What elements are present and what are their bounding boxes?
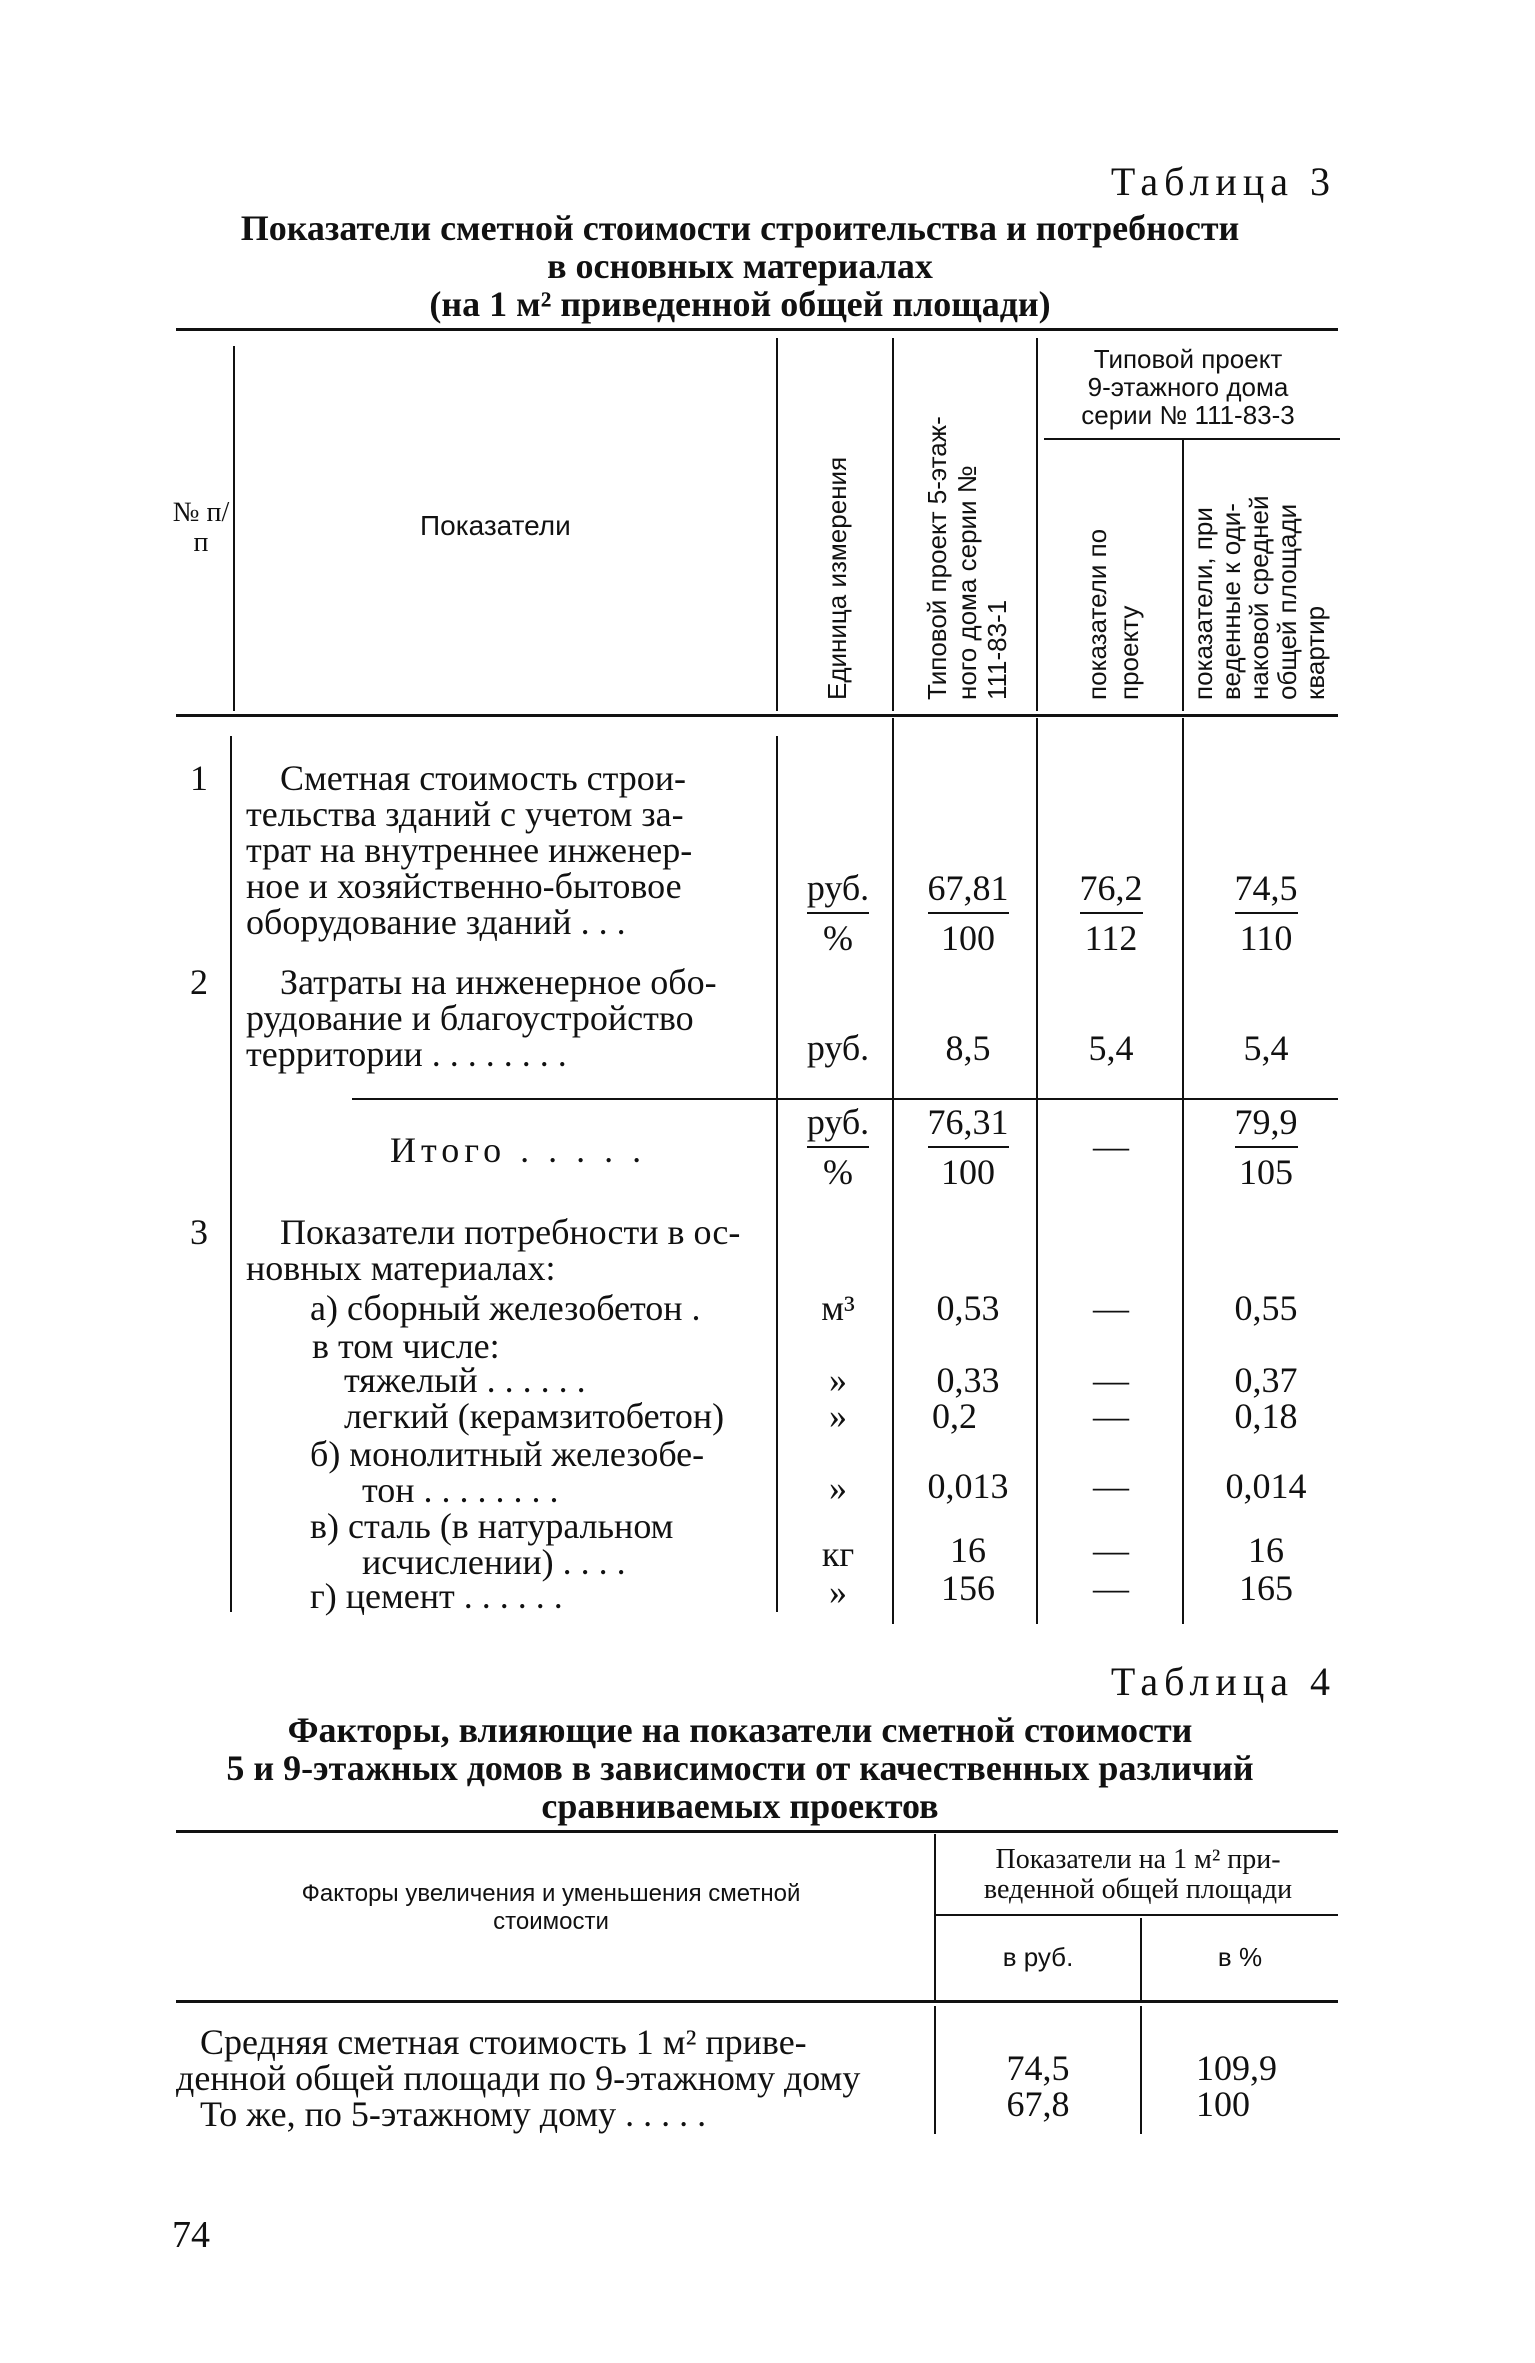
table4-row1-line2: денной общей площади по 9-этажному дому	[176, 2058, 861, 2098]
table4-label: Таблица 4	[1110, 1659, 1336, 1704]
material-a-p5: 0,53	[936, 1288, 1000, 1328]
total-label: Итого . . . . .	[390, 1130, 647, 1170]
table3-vline-2	[776, 338, 778, 711]
table4-title-line1: Факторы, влияющие на показатели сметной стоимости	[287, 1710, 1193, 1750]
material-g-label: г) цемент . . . . . .	[310, 1576, 563, 1616]
row3-num: 3	[190, 1212, 208, 1252]
header-proj9-line3: серии № 111-83-3	[1081, 400, 1295, 430]
table3-title-line1: Показатели сметной стоимости строительства и потребности	[240, 208, 1240, 248]
material-v-p5: 16	[950, 1530, 986, 1570]
total-p5-pct: 100	[941, 1152, 995, 1192]
row1-p9r-pct: 110	[1239, 918, 1293, 958]
material-v-unit: кг	[821, 1534, 855, 1574]
header-proj9-project-line1: показатели по	[1082, 528, 1112, 700]
material-heavy-p5: 0,33	[936, 1360, 1000, 1400]
material-g-unit: »	[829, 1572, 847, 1612]
table3-vline-1	[233, 346, 235, 711]
material-light-label: легкий (керамзитобетон)	[344, 1396, 725, 1436]
header-proj9-reduced-line4: общей площади	[1272, 503, 1302, 700]
table4-row2-rub: 67,8	[1006, 2084, 1070, 2124]
total-unit-rub: руб.	[790, 1104, 886, 1140]
total-p9: —	[1093, 1126, 1129, 1166]
table4-header-perm2-line1: Показатели на 1 м² при-	[995, 1844, 1281, 1875]
table4-body-vline-1	[934, 2006, 936, 2134]
table3-body-vline-4	[1036, 718, 1038, 1624]
table4-header-factors-line2: стоимости	[493, 1908, 609, 1935]
total-p5-rub: 76,31	[906, 1104, 1030, 1140]
table3-label: Таблица 3	[1110, 159, 1336, 204]
material-a-label: а) сборный железобетон .	[310, 1288, 701, 1328]
material-v-label-line1: в) сталь (в натуральном	[310, 1506, 674, 1546]
row2-p9r: 5,4	[1243, 1028, 1289, 1068]
row2-unit: руб.	[806, 1028, 870, 1068]
table4-sub-rule	[936, 1914, 1338, 1916]
table4-row1-rub: 74,5	[1006, 2048, 1070, 2088]
row2-num: 2	[190, 962, 208, 1002]
material-g-p5: 156	[941, 1568, 995, 1608]
header-proj9-reduced-line5: квартир	[1300, 605, 1330, 700]
table3-header-bottom-rule	[176, 714, 1338, 717]
material-a-p9r: 0,55	[1234, 1288, 1298, 1328]
table4-row2-line1: То же, по 5-этажному дому . . . . .	[200, 2094, 707, 2134]
material-b-label-line1: б) монолитный железобе-	[310, 1434, 705, 1474]
material-light-unit: »	[829, 1396, 847, 1436]
table4-row2-pct: 100	[1196, 2084, 1250, 2124]
row1-p9r-rub: 74,5	[1196, 870, 1336, 906]
row2-p5: 8,5	[945, 1028, 991, 1068]
material-a-unit: м³	[821, 1288, 855, 1328]
table4-title-line2: 5 и 9-этажных домов в зависимости от качественных различий	[226, 1748, 1254, 1788]
table4-header-factors-line1: Факторы увеличения и уменьшения сметной	[301, 1880, 801, 1907]
material-b-p5: 0,013	[927, 1466, 1009, 1506]
table3-vline-4	[1036, 338, 1038, 711]
header-proj9-line1: Типовой проект	[1093, 344, 1283, 374]
header-indicators: Показатели	[420, 510, 571, 541]
table3-vline-5	[1182, 440, 1184, 711]
table4-top-rule	[176, 1830, 1338, 1833]
total-unit-pct: %	[823, 1152, 853, 1192]
row1-unit-rub: руб.	[790, 870, 886, 906]
table4-title-line3: сравниваемых проектов	[541, 1786, 939, 1826]
table3-title-line3: (на 1 м² приведенной общей площади)	[429, 284, 1051, 324]
table4-header-perm2-line2: веденной общей площади	[983, 1874, 1293, 1905]
row2-p9: 5,4	[1088, 1028, 1134, 1068]
row2-text-line1: Затраты на инженерное обо-	[280, 962, 717, 1002]
row1-p5-pct: 100	[941, 918, 995, 958]
table4-vline-1	[934, 1834, 936, 2000]
row1-p9-pct: 112	[1084, 918, 1138, 958]
table3-title-line2: в основных материалах	[547, 246, 933, 286]
row1-text-line3: трат на внутреннее инженер-	[246, 830, 693, 870]
table3-proj9-subrule	[1044, 438, 1340, 440]
material-light-p9r: 0,18	[1234, 1396, 1298, 1436]
table4-body-vline-2	[1140, 2006, 1142, 2134]
table3-body-vline-3	[892, 718, 894, 1624]
total-p9r-rub: 79,9	[1196, 1104, 1336, 1140]
material-g-p9r: 165	[1239, 1568, 1293, 1608]
row1-text-line4: ное и хозяйственно-бытовое	[246, 866, 682, 906]
material-heavy-p9: —	[1093, 1360, 1129, 1400]
header-proj9-reduced-line3: наковой средней	[1244, 495, 1274, 700]
material-incl-label: в том числе:	[312, 1326, 500, 1366]
row1-p5-rub: 67,81	[906, 870, 1030, 906]
table3-top-rule	[176, 328, 1338, 331]
material-g-p9: —	[1093, 1568, 1129, 1608]
material-v-p9: —	[1093, 1530, 1129, 1570]
table3-body-vline-2	[776, 736, 778, 1612]
page-number: 74	[172, 2214, 210, 2256]
row1-p9-rub: 76,2	[1046, 870, 1176, 906]
table3-vline-3	[892, 338, 894, 711]
material-v-p9r: 16	[1248, 1530, 1284, 1570]
total-p9r-pct: 105	[1239, 1152, 1293, 1192]
table3-body-vline-5	[1182, 718, 1184, 1624]
row1-num: 1	[190, 758, 208, 798]
header-proj5-line1: Типовой проект 5-этаж-	[922, 416, 952, 700]
material-b-p9r: 0,014	[1225, 1466, 1307, 1506]
row3-text-line1: Показатели потребности в ос-	[280, 1212, 741, 1252]
row1-text-line1: Сметная стоимость строи-	[280, 758, 687, 798]
header-proj9-project-line2: проекту	[1114, 605, 1144, 700]
table4-row1-line1: Средняя сметная стоимость 1 м² приве-	[200, 2022, 807, 2062]
header-num: № п/п	[172, 497, 230, 558]
row1-text-line5: оборудование зданий . . .	[246, 902, 626, 942]
header-proj5-line3: 111-83-1	[982, 599, 1012, 700]
material-heavy-unit: »	[829, 1360, 847, 1400]
table3-body-vline-1	[230, 736, 232, 1612]
material-light-p5: 0,2	[932, 1396, 977, 1436]
material-light-p9: —	[1093, 1396, 1129, 1436]
row1-text-line2: тельства зданий с учетом за-	[246, 794, 684, 834]
material-b-p9: —	[1093, 1466, 1129, 1506]
row2-text-line2: рудование и благоустройство	[246, 998, 694, 1038]
total-top-rule	[352, 1098, 1338, 1100]
table4-row1-pct: 109,9	[1196, 2048, 1277, 2088]
header-proj5-line2: ного дома серии №	[952, 465, 982, 700]
row3-text-line2: новных материалах:	[246, 1248, 556, 1288]
material-heavy-label: тяжелый . . . . . .	[344, 1360, 586, 1400]
material-heavy-p9r: 0,37	[1234, 1360, 1298, 1400]
table4-header-pct: в %	[1217, 1942, 1263, 1972]
material-a-p9: —	[1093, 1288, 1129, 1328]
table4-header-bottom-rule	[176, 2000, 1338, 2003]
material-b-label-line2: тон . . . . . . . .	[362, 1470, 559, 1510]
header-proj9-reduced-line2: веденные к оди-	[1216, 503, 1246, 700]
material-b-unit: »	[829, 1468, 847, 1508]
row2-text-line3: территории . . . . . . . .	[246, 1034, 567, 1074]
header-proj9-line2: 9-этажного дома	[1087, 372, 1289, 402]
header-proj9-reduced-line1: показатели, при	[1188, 507, 1218, 700]
material-v-label-line2: исчислении) . . . .	[362, 1542, 626, 1582]
row1-unit-pct: %	[823, 918, 853, 958]
header-unit: Единица измерения	[822, 456, 852, 700]
table4-header-rub: в руб.	[1002, 1942, 1074, 1972]
